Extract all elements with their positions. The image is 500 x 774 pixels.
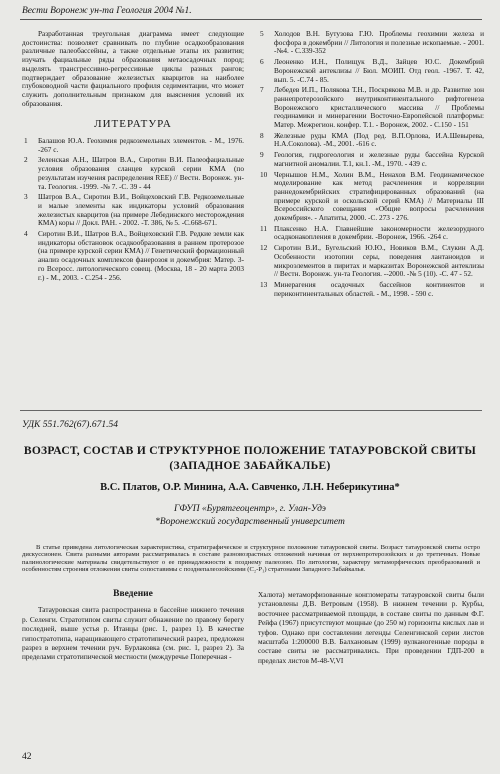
intro-paragraph-continued: Халюта) метаморфизованные конгломераты татауровской свиты были установлены Д.В. Ветровым (1958). В нижнем течении р. Курбы, восточнее рассматриваемой площади, в составе свиты по данным Ф.Г. Рейфа (1967) присутствуют мощные (до 250 м) горизонты кислых лав и туфов. Однако при составлении легенды Селенгинской серии листов масштаба 1:200000 В.В. Балхановым (1999) вулканогенные породы в составе свиты не рассматривались. При проведении ГДП-200 в пределах листов М-48-V,VI bbox=[258, 590, 484, 665]
reference-text: Зеленская А.Н., Шатров В.А., Сиротин В.И. Палеофациальные условия образования сланцев курской серии КМА (по результатам изучения распределения REE) // Вестн. Воронеж. ун-та. Геология. -1999. -№ 7. -С. 39 - 44 bbox=[38, 155, 244, 191]
reference-text: Леоненко И.Н., Полищук В.Д., Зайцев Ю.С. Докембрий Воронежской антеклизы // Бюл. МОИП. Отд геол. -1967. Т. 42, вып. 5. -С.74 - 85. bbox=[274, 57, 484, 84]
reference-item bbox=[258, 171, 484, 223]
reference-text: Сиротин В.И., Бугельский Ю.Ю., Новиков В.М., Слукин А.Д. Особенности изотопии серы, поведения лантаноидов и микроэлементов в пиритах и марказитах Воронежской антеклизы // Вестн. Воронеж. ун-та Геология. --2000. -№ 5 (10). -С. 47 - 52. bbox=[274, 243, 484, 279]
reference-item bbox=[22, 137, 244, 154]
reference-item bbox=[258, 244, 484, 279]
reference-item bbox=[258, 58, 484, 84]
reference-item bbox=[258, 30, 484, 56]
intro-left-column bbox=[22, 590, 244, 662]
affiliation-1: ГФУП «Бурятгеоцентр», г. Улан-Удэ bbox=[173, 504, 326, 514]
reference-number: 10 bbox=[260, 169, 268, 179]
reference-text: Минерагения осадочных бассейнов континентов и периконтинентальных областей. - М., 1998. - 590 с. bbox=[274, 279, 484, 298]
reference-item bbox=[258, 281, 484, 298]
reference-text: Шатров В.А., Сиротин В.И., Войцеховский Г.В. Редкоземельные и малые элементы как индикаторы условий образования железистых кварцитов (на примере Лебединского месторождения КМА) коры // Докл. РАН. - 2002. -Т. 386, № 5. -С.668-671. bbox=[38, 192, 244, 228]
left-column bbox=[22, 30, 244, 284]
reference-number: 4 bbox=[24, 229, 28, 239]
reference-item bbox=[258, 132, 484, 149]
section-heading-introduction: Введение bbox=[113, 589, 153, 599]
article-authors: В.С. Платов, О.Р. Минина, А.А. Савченко, Л.Н. Неберикутина* bbox=[100, 482, 400, 493]
reference-number: 2 bbox=[24, 155, 28, 165]
reference-number: 11 bbox=[260, 223, 268, 233]
reference-item bbox=[258, 151, 484, 168]
reference-text: Чернышов Н.М., Холин В.М., Ненахов В.М. Геодинамическое моделирование как метод расчленения и корреляции раннедокембрийских стратифицированных образований (на примере курской и оскольской серий КМА) // Материалы III Всероссийского совещания «Общие вопросы расчленения докембрия». - Апатиты, 2000. -С. 273 - 276. bbox=[274, 169, 484, 223]
reference-number: 13 bbox=[260, 279, 268, 289]
reference-number: 12 bbox=[260, 243, 268, 253]
right-column bbox=[258, 30, 484, 300]
abstract: В статье приведена литологическая характеристика, стратиграфическое и структурное положение татауровской свиты. Возраст татауровской свиты остро дискуссионен. Свита разными авторами рассматривалась в составе разновозрастных отложений начиная от верхнепротерозойских и до третичных. Новые палинологические материалы свидетельствуют о ее принадлежности к позднему палеозою. По литологии, характеру метаморфических преобразований и особенностям строения отложения свиты сопоставимы с позднепалеозойскими (C₂-P₁) стратонами Западного Забайкалья. bbox=[22, 543, 480, 574]
reference-number: 1 bbox=[24, 136, 28, 146]
reference-text: Плаксенко Н.А. Главнейшие закономерности железорудного осадконакопления в докембрии. -Воронеж, 1966. -264 с. bbox=[274, 223, 484, 242]
reference-text: Лебедев И.П., Полякова Т.Н., Поскрякова М.В. и др. Развитие зон раннепротерозойского внутриконтинентального рифтогенеза Воронежского кристаллического массива // Проблемы геодинамики и минерагении Восточно-Европейской платформы: Матер. Межрегион. конфер. Т.1. - Воронеж, 2002. - С.150 - 151 bbox=[274, 85, 484, 130]
reference-number: 5 bbox=[260, 29, 264, 38]
reference-item bbox=[22, 230, 244, 282]
reference-text: Железные руды КМА (Под ред. В.П.Орлова, И.А.Шевырева, Н.А.Соколова). -М., 2001. -616 с. bbox=[274, 130, 484, 149]
intro-right-column bbox=[258, 590, 484, 665]
reference-number: 6 bbox=[260, 57, 264, 67]
reference-number: 7 bbox=[260, 85, 264, 95]
running-header: Вести Воронеж ун-та Геология 2004 №1. bbox=[22, 6, 192, 16]
header-divider bbox=[20, 19, 482, 20]
reference-text: Балашов Ю.А. Геохимия редкоземельных элементов. - М., 1976. -267 с. bbox=[38, 136, 244, 154]
reference-item bbox=[22, 193, 244, 228]
references-heading: ЛИТЕРАТУРА bbox=[94, 118, 172, 131]
reference-number: 8 bbox=[260, 130, 264, 140]
reference-item bbox=[22, 156, 244, 191]
reference-list-left bbox=[22, 137, 244, 282]
reference-text: Геология, гидрогеология и железные руды бассейна Курской магнитной аномалии. Т.1, кн.1. -М., 1970. - 439 с. bbox=[274, 150, 484, 168]
reference-text: Холодов В.Н. Бутузова Г.Ю. Проблемы геохимии железа и фосфора в докембрии // Литология и полезные ископаемые. - 2001. -№4. - С.339-352 bbox=[274, 29, 484, 56]
reference-item bbox=[258, 86, 484, 130]
article-title: ВОЗРАСТ, СОСТАВ И СТРУКТУРНОЕ ПОЛОЖЕНИЕ ТАТАУРОВСКОЙ СВИТЫ (ЗАПАДНОЕ ЗАБАЙКАЛЬЕ) bbox=[23, 445, 477, 472]
reference-text: Сиротин В.И., Шатров В.А., Войцеховский Г.В. Редкие земли как индикаторы обстановок осадкообразования в раннем протерозое (на примере курской серии КМА) // Генетический формационный анализ осадочных комплексов фанерозоя и докембрия: Матер. 3-го Всеросс. литологического совещ. (Москва, 18 - 20 марта 2003 г.) - М., 2003. - С.254 - 256. bbox=[38, 229, 244, 282]
udc-code: УДК 551.762(67).671.54 bbox=[22, 420, 118, 430]
section-divider bbox=[20, 410, 482, 411]
page-number: 42 bbox=[22, 752, 32, 762]
reference-item bbox=[258, 225, 484, 242]
affiliations bbox=[20, 503, 480, 529]
reference-number: 9 bbox=[260, 150, 264, 160]
intro-paragraph: Татауровская свита распространена в бассейне нижнего течения р. Селенги. Стратотипом свиты служит обнажение по правому берегу последней, выше устья р. Итанцы (рис. 1, разрез 1). В качестве гипостратотипа, наращивающего стратотипический разрез, предложен разрез в верхнем течении руч. Бурлаковка (см. рис. 1, разрез 2). За пределами стратотипической местности (междуречье Поперечная - bbox=[22, 605, 244, 662]
reference-number: 3 bbox=[24, 192, 28, 202]
conclusion-paragraph: Разработанная треугольная диаграмма имеет следующие достоинства: позволяет сравнивать по глубине осадкообразования различные палеобассейны, а также отдельные этапы их развития; изучать фациальные ряды образования метаосадочных пород; выделять трансгрессивно-регрессивные циклы разных рангов; подтверждает образование железистых кварцитов на наиболее глубоководной части фациального профиля седиментации, что может служить дополнительным признаком для выяснения условий их образования. bbox=[22, 29, 244, 108]
affiliation-2: *Воронежский государственный университет bbox=[155, 517, 345, 527]
